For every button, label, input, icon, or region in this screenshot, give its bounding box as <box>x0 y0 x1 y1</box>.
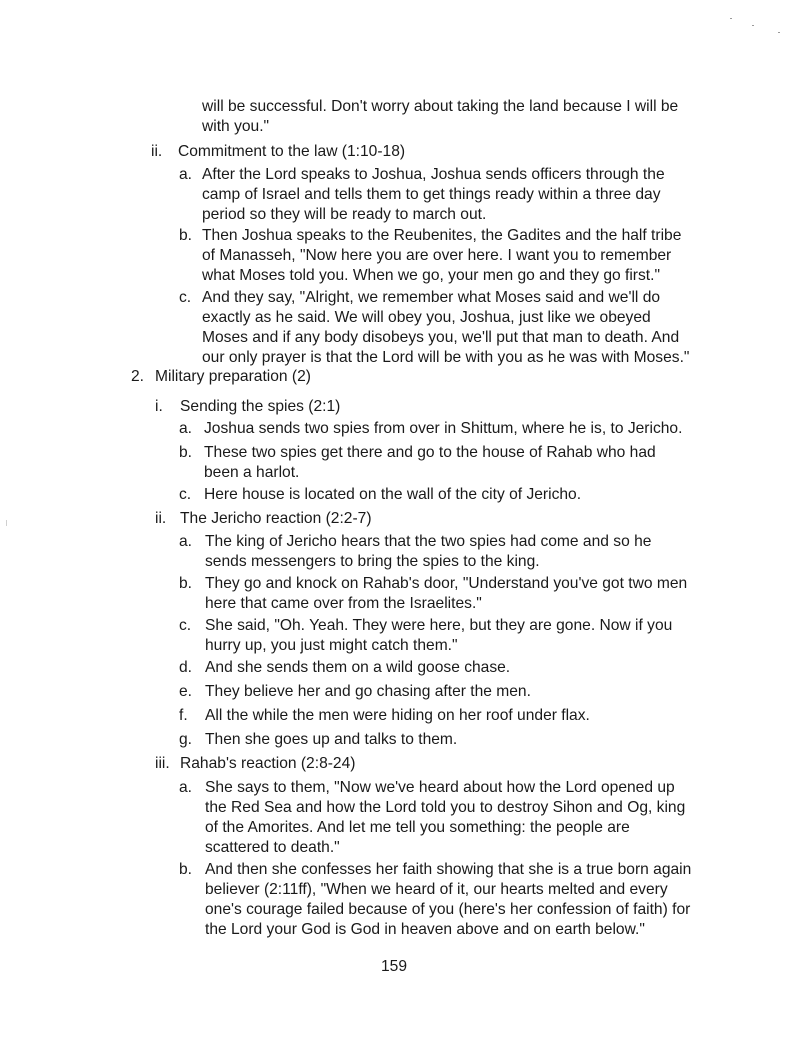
outline-label: a. <box>179 779 193 796</box>
outline-label: a. <box>179 420 193 437</box>
text-line: our only prayer is that the Lord will be with you as he was with Moses." <box>202 349 690 366</box>
outline-label: b. <box>179 444 193 461</box>
scan-speck <box>6 520 7 526</box>
text-line: Military preparation (2) <box>155 368 311 385</box>
text-line: here that came over from the Israelites." <box>205 595 482 612</box>
text-line: period so they will be ready to march out. <box>202 206 487 223</box>
text-line: Rahab's reaction (2:8-24) <box>180 755 356 772</box>
text-line: Commitment to the law (1:10-18) <box>178 143 406 160</box>
outline-label: a. <box>179 166 193 183</box>
outline-label: c. <box>179 486 192 503</box>
outline-label: d. <box>179 659 193 676</box>
scan-speck <box>752 25 754 26</box>
outline-label: c. <box>179 289 192 306</box>
text-line: the Lord your God is God in heaven above and on earth below." <box>205 921 645 938</box>
text-line: Moses and if any body disobeys you, we'll put that man to death. And <box>202 329 680 346</box>
text-line: And she sends them on a wild goose chase. <box>205 659 511 676</box>
outline-label: f. <box>179 707 188 724</box>
outline-label: iii. <box>155 755 170 772</box>
text-line: They believe her and go chasing after the men. <box>205 683 531 700</box>
text-line: Joshua sends two spies from over in Shittum, where he is, to Jericho. <box>204 420 683 437</box>
scan-speck <box>730 18 732 19</box>
text-line: of Manasseh, "Now here you are over here. I want you to remember <box>202 247 672 264</box>
text-line: Then she goes up and talks to them. <box>205 731 458 748</box>
text-line: camp of Israel and tells them to get things ready within a three day <box>202 186 661 203</box>
text-line: scattered to death." <box>205 839 340 856</box>
outline-label: g. <box>179 731 193 748</box>
outline-label: a. <box>179 533 193 550</box>
outline-label: ii. <box>155 510 167 527</box>
text-line: of the Amorites. And let me tell you something: the people are <box>205 819 630 836</box>
outline-label: i. <box>155 398 163 415</box>
text-line: what Moses told you. When we go, your men go and they go first." <box>202 267 660 284</box>
text-line: one's courage failed because of you (here's her confession of faith) for <box>205 901 691 918</box>
text-line: They go and knock on Rahab's door, "Understand you've got two men <box>205 575 688 592</box>
scan-speck <box>778 32 780 33</box>
text-line: Then Joshua speaks to the Reubenites, the Gadites and the half tribe <box>202 227 682 244</box>
text-line: hurry up, you just might catch them." <box>205 637 458 654</box>
text-line: She said, "Oh. Yeah. They were here, but they are gone. Now if you <box>205 617 673 634</box>
outline-label: e. <box>179 683 193 700</box>
text-line: After the Lord speaks to Joshua, Joshua sends officers through the <box>202 166 665 183</box>
text-line: And they say, "Alright, we remember what Moses said and we'll do <box>202 289 661 306</box>
text-line: And then she confesses her faith showing that she is a true born again <box>205 861 692 878</box>
text-line: Sending the spies (2:1) <box>180 398 341 415</box>
text-line: will be successful. Don't worry about taking the land because I will be <box>202 98 679 115</box>
outline-label: b. <box>179 227 193 244</box>
outline-label: b. <box>179 861 193 878</box>
outline-label: ii. <box>151 143 163 160</box>
text-line: with you." <box>202 118 270 135</box>
text-line: the Red Sea and how the Lord told you to destroy Sihon and Og, king <box>205 799 686 816</box>
outline-label: 2. <box>131 368 145 385</box>
text-line: believer (2:11ff), "When we heard of it, our hearts melted and every <box>205 881 668 898</box>
text-line: sends messengers to bring the spies to the king. <box>205 553 540 570</box>
text-line: Here house is located on the wall of the city of Jericho. <box>204 486 582 503</box>
text-line: The king of Jericho hears that the two spies had come and so he <box>205 533 652 550</box>
outline-label: b. <box>179 575 193 592</box>
page-number: 159 <box>381 958 408 975</box>
text-line: These two spies get there and go to the house of Rahab who had <box>204 444 656 461</box>
text-line: The Jericho reaction (2:2-7) <box>180 510 372 527</box>
text-line: been a harlot. <box>204 464 300 481</box>
text-line: She says to them, "Now we've heard about how the Lord opened up <box>205 779 675 796</box>
text-line: All the while the men were hiding on her roof under flax. <box>205 707 590 724</box>
outline-label: c. <box>179 617 192 634</box>
text-line: exactly as he said. We will obey you, Joshua, just like we obeyed <box>202 309 651 326</box>
